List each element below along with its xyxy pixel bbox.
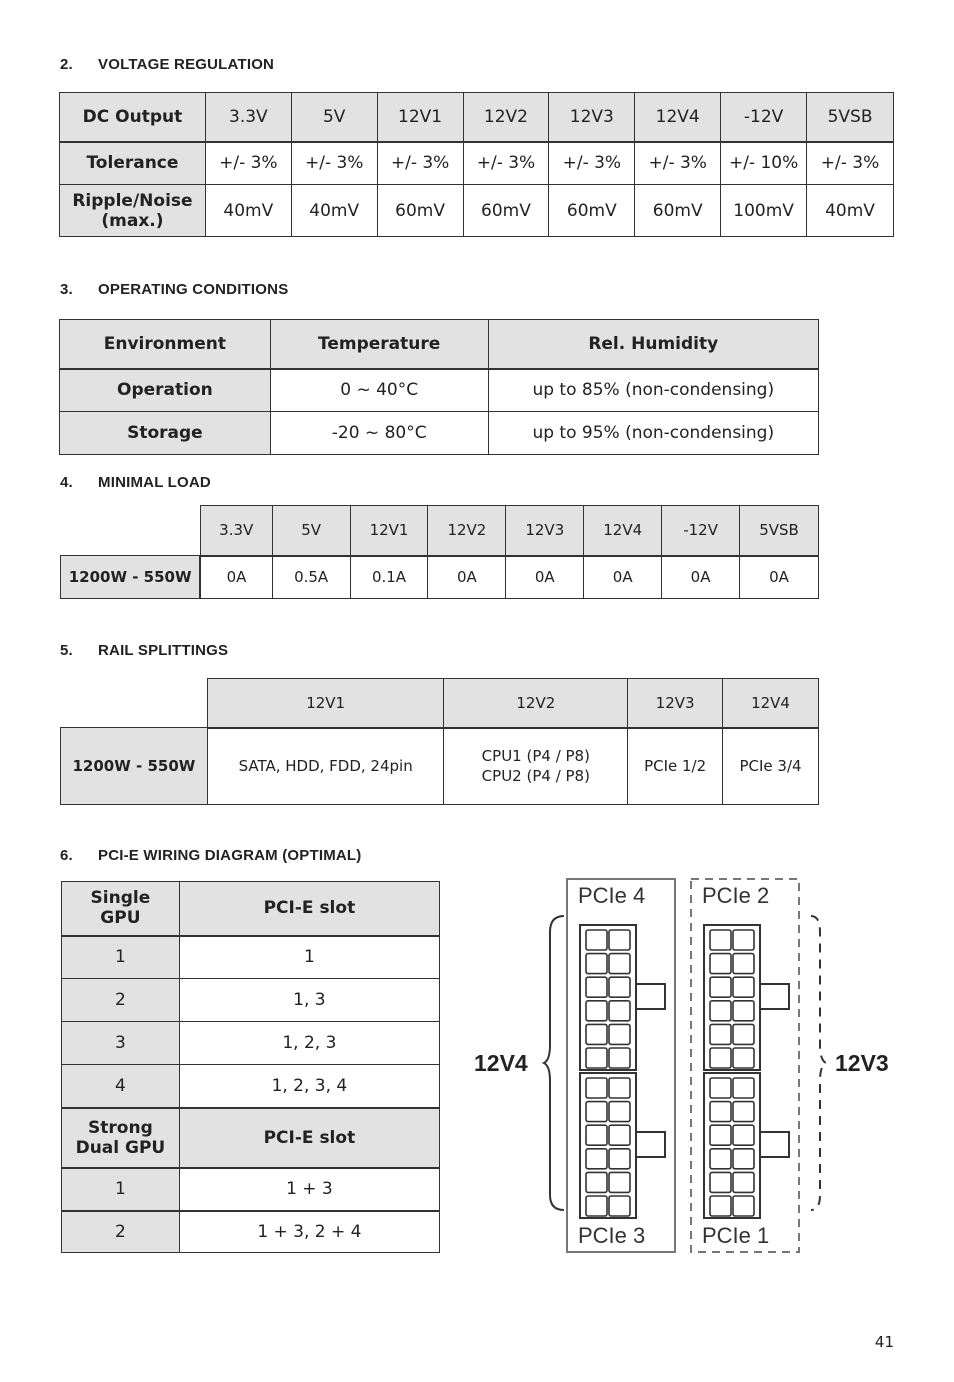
tolerance-cell: +/- 3% [291,142,377,185]
minload-cell: 0A [506,556,584,599]
connector-pin [609,1196,630,1216]
connector-pin [586,1024,607,1044]
minload-header-cell: -12V [662,506,740,556]
page-number: 41 [874,1333,894,1351]
tolerance-cell: +/- 3% [807,142,894,185]
single-gpu-row [62,936,440,979]
connector-pin [733,1048,754,1068]
connector-pin [710,1078,731,1098]
connector-pin [733,1024,754,1044]
connector-pin [609,954,630,974]
gpu-count-cell: 1 [62,936,180,979]
connector-pin [586,954,607,974]
row-label: Storage [60,412,271,455]
voltage-header-cell: 5V [291,93,377,142]
dual-gpu-row [62,1211,440,1253]
humidity-cell: up to 85% (non-condensing) [488,369,818,412]
connector-pin [586,1196,607,1216]
rails-cell: PCIe 3/4 [723,728,819,805]
voltage-header-row [60,93,894,142]
voltage-header-cell: 12V2 [463,93,549,142]
connector-pin [733,954,754,974]
connector-pin [733,1172,754,1192]
section-title: RAIL SPLITTINGS [98,642,229,659]
voltage-header-cell: DC Output [60,93,206,142]
connector-pin [586,977,607,997]
connector-latch [636,984,665,1009]
voltage-regulation-table [59,92,894,237]
dual-gpu-header: Strong Dual GPU [62,1108,180,1168]
minload-header-cell: 12V3 [506,506,584,556]
connector-pin [710,1172,731,1192]
operating-header-cell: Rel. Humidity [488,320,818,369]
connector-pin [733,1102,754,1122]
tolerance-cell: +/- 3% [205,142,291,185]
connector-pin [586,930,607,950]
connector-pin [733,1078,754,1098]
row-label: Ripple/Noise (max.) [60,185,206,237]
row-label: Tolerance [60,142,206,185]
connector-pin [733,1196,754,1216]
connector-pin [609,977,630,997]
temperature-cell: -20 ~ 80°C [270,412,488,455]
row-label: 1200W - 550W [61,556,201,599]
ripple-cell: 60mV [377,185,463,237]
connector-pin [609,1078,630,1098]
operating-header-cell: Temperature [270,320,488,369]
slot-cell: 1 + 3, 2 + 4 [179,1211,439,1253]
minload-cell: 0.1A [350,556,428,599]
voltage-header-cell: 12V3 [549,93,635,142]
section-heading-minimal-load [60,474,211,491]
connector-pin [710,1102,731,1122]
rails-cell: CPU1 (P4 / P8) CPU2 (P4 / P8) [444,728,628,805]
connector-pin [710,954,731,974]
single-gpu-row [62,1022,440,1065]
pcie-2-label: PCIe 2 [702,883,770,908]
minload-cell: 0A [428,556,506,599]
pcie-connector-diagram [460,870,900,1260]
connector-pin [609,1048,630,1068]
rails-cell: SATA, HDD, FDD, 24pin [207,728,444,805]
connector-pin [609,1102,630,1122]
tolerance-cell: +/- 10% [721,142,807,185]
section-heading-operating-conditions [60,281,288,298]
rails-cell: PCIe 1/2 [628,728,723,805]
voltage-header-cell: 12V4 [635,93,721,142]
connector-pin [609,1024,630,1044]
connector-pin [586,1172,607,1192]
ripple-cell: 40mV [807,185,894,237]
rails-header-cell: 12V1 [207,679,444,728]
gpu-count-cell: 2 [62,979,180,1022]
connector-pin [609,1001,630,1021]
ripple-cell: 40mV [291,185,377,237]
slot-cell: 1, 2, 3, 4 [179,1065,439,1108]
rails-row [61,728,819,805]
section-number: 4. [60,474,73,491]
temperature-cell: 0 ~ 40°C [270,369,488,412]
connector-latch [636,1132,665,1157]
pcie-1-label: PCIe 1 [702,1223,770,1248]
connector-pin [733,1149,754,1169]
gpu-count-cell: 3 [62,1022,180,1065]
operating-row [60,369,819,412]
section-number: 3. [60,281,73,298]
rails-header-cell: 12V3 [628,679,723,728]
connector-pin [586,1125,607,1145]
rail-label-12v4: 12V4 [474,1050,528,1076]
left-brace [544,916,564,1210]
ripple-cell: 40mV [205,185,291,237]
connector-pin [710,1149,731,1169]
section-title: OPERATING CONDITIONS [98,281,289,298]
minload-cell: 0A [584,556,662,599]
gpu-count-cell: 2 [62,1211,180,1253]
slot-cell: 1, 2, 3 [179,1022,439,1065]
connector-pin [733,1125,754,1145]
section-number: 2. [60,56,73,73]
row-label: 1200W - 550W [61,728,208,805]
humidity-cell: up to 95% (non-condensing) [488,412,818,455]
section-number: 6. [60,847,73,864]
tolerance-cell: +/- 3% [635,142,721,185]
pcie-slot-header: PCI-E slot [179,1108,439,1168]
voltage-header-cell: 12V1 [377,93,463,142]
voltage-header-cell: 5VSB [807,93,894,142]
minload-header-cell: 12V2 [428,506,506,556]
section-title: PCI-E WIRING DIAGRAM (OPTIMAL) [98,847,362,864]
section-number: 5. [60,642,73,659]
voltage-header-cell: -12V [721,93,807,142]
minimal-load-table [60,505,819,599]
connector-pin [609,1125,630,1145]
single-gpu-header-row [62,882,440,936]
tolerance-cell: +/- 3% [463,142,549,185]
tolerance-row [60,142,894,185]
connector-pin [586,1078,607,1098]
connector-pin [586,1102,607,1122]
empty-corner-cell [61,679,208,728]
connector-pin [710,1196,731,1216]
pcie-wiring-table [61,881,440,1253]
operating-conditions-table [59,319,819,455]
ripple-row [60,185,894,237]
operating-header-cell: Environment [60,320,271,369]
minload-header-cell: 12V1 [350,506,428,556]
minload-header-cell: 3.3V [200,506,272,556]
tolerance-cell: +/- 3% [549,142,635,185]
connector-pin [710,977,731,997]
minload-cell: 0A [662,556,740,599]
connector-latch [760,984,789,1009]
single-gpu-header: Single GPU [62,882,180,936]
connector-pin [733,930,754,950]
connector-pin [586,1048,607,1068]
section-heading-rail-splittings [60,642,228,659]
pcie-4-label: PCIe 4 [578,883,646,908]
operating-row [60,412,819,455]
ripple-cell: 60mV [635,185,721,237]
gpu-count-cell: 1 [62,1168,180,1211]
minload-header-cell: 12V4 [584,506,662,556]
right-brace [811,916,826,1210]
slot-cell: 1 + 3 [179,1168,439,1211]
rails-header-row [61,679,819,728]
connector-pin [586,1001,607,1021]
minload-header-cell: 5V [272,506,350,556]
connector-pin [609,1172,630,1192]
slot-cell: 1, 3 [179,979,439,1022]
connector-pin [710,1048,731,1068]
connector-pin [710,1125,731,1145]
rail-splittings-table [60,678,819,805]
minload-header-row [61,506,819,556]
connector-pin [609,930,630,950]
pcie-slot-header: PCI-E slot [179,882,439,936]
voltage-header-cell: 3.3V [205,93,291,142]
single-gpu-row [62,1065,440,1108]
ripple-cell: 60mV [549,185,635,237]
operating-header-row [60,320,819,369]
connector-pin [710,1024,731,1044]
ripple-cell: 100mV [721,185,807,237]
connector-pin [586,1149,607,1169]
connector-pin [710,930,731,950]
minload-header-cell: 5VSB [740,506,819,556]
rails-header-cell: 12V4 [723,679,819,728]
section-heading-voltage-regulation [60,56,274,73]
connector-latch [760,1132,789,1157]
minload-row [61,556,819,599]
connector-group [580,925,789,1218]
connector-pin [609,1149,630,1169]
slot-cell: 1 [179,936,439,979]
minload-cell: 0.5A [272,556,350,599]
gpu-count-cell: 4 [62,1065,180,1108]
dual-gpu-row [62,1168,440,1211]
connector-pin [733,1001,754,1021]
empty-corner-cell [61,506,201,556]
connector-pin [733,977,754,997]
row-label: Operation [60,369,271,412]
minload-cell: 0A [200,556,272,599]
minload-cell: 0A [740,556,819,599]
single-gpu-row [62,979,440,1022]
rails-header-cell: 12V2 [444,679,628,728]
rail-label-12v3: 12V3 [835,1050,889,1076]
ripple-cell: 60mV [463,185,549,237]
dual-gpu-header-row [62,1108,440,1168]
section-heading-pcie-wiring [60,847,361,864]
section-title: MINIMAL LOAD [98,474,211,491]
connector-pin [710,1001,731,1021]
section-title: VOLTAGE REGULATION [98,56,275,73]
pcie-3-label: PCIe 3 [578,1223,646,1248]
tolerance-cell: +/- 3% [377,142,463,185]
